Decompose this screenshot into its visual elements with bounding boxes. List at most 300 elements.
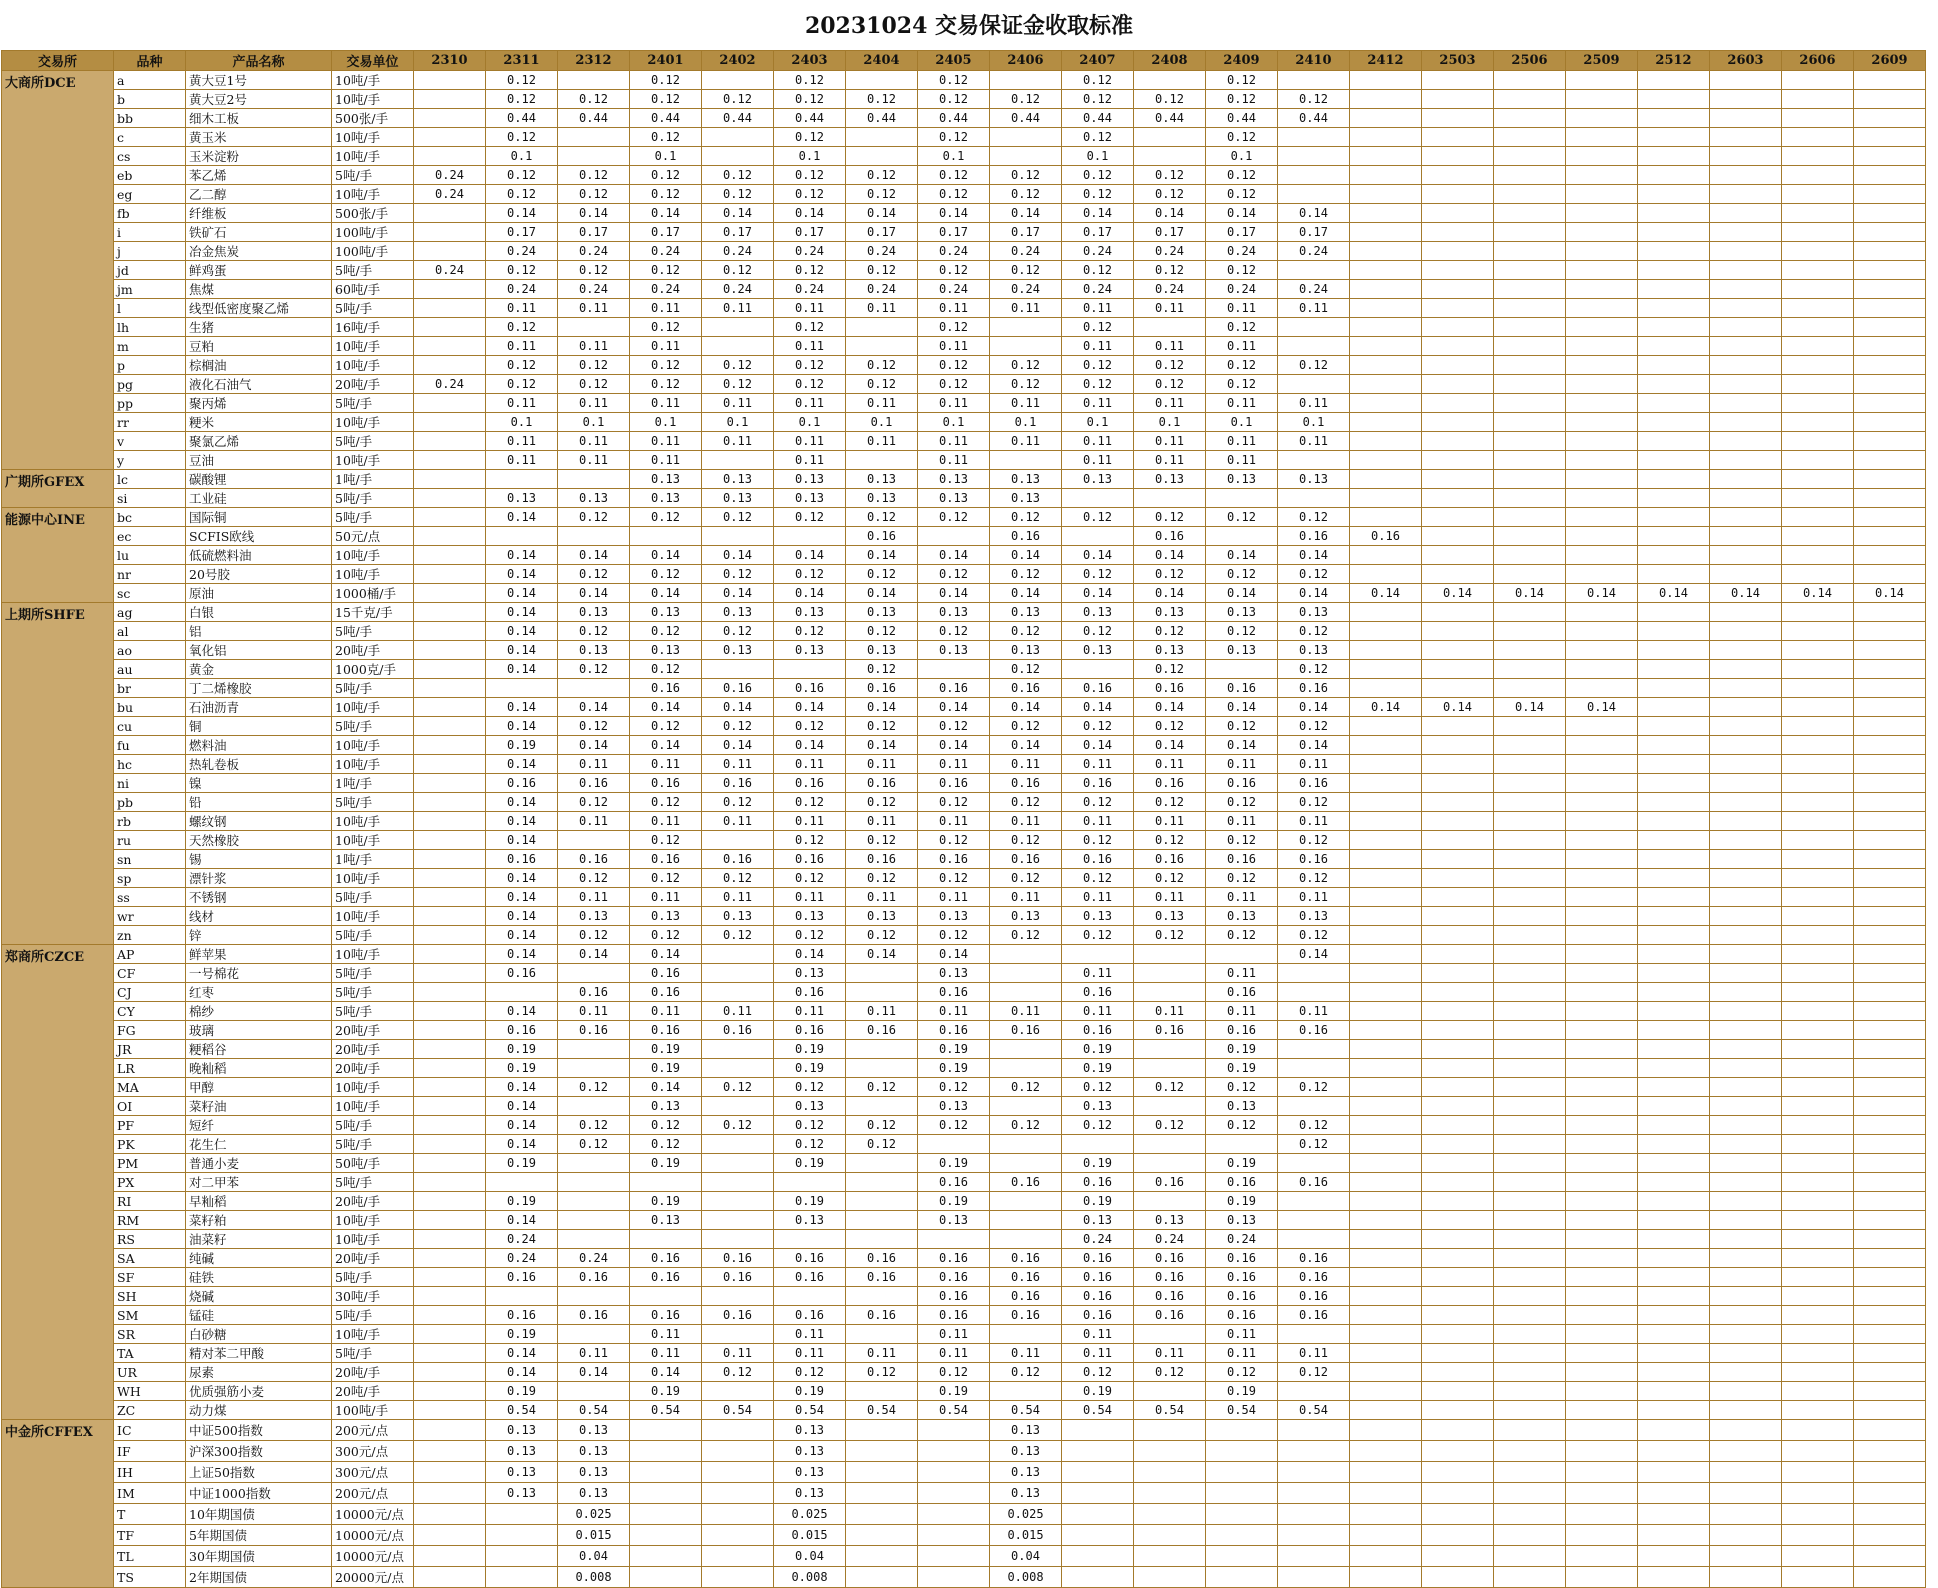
product-name: 油菜籽 bbox=[186, 1230, 332, 1249]
margin-cell bbox=[1278, 1420, 1350, 1441]
margin-cell bbox=[702, 1420, 774, 1441]
margin-cell bbox=[1710, 1363, 1782, 1382]
margin-cell: 0.11 bbox=[1206, 812, 1278, 831]
margin-cell: 0.16 bbox=[1206, 1287, 1278, 1306]
margin-cell: 0.14 bbox=[1134, 546, 1206, 565]
product-name: 黄大豆1号 bbox=[186, 71, 332, 90]
margin-cell bbox=[1350, 1287, 1422, 1306]
margin-cell bbox=[1350, 90, 1422, 109]
margin-cell bbox=[1638, 869, 1710, 888]
margin-cell: 0.1 bbox=[630, 413, 702, 432]
margin-cell bbox=[1566, 1441, 1638, 1462]
margin-cell bbox=[1134, 1504, 1206, 1525]
margin-cell bbox=[414, 1504, 486, 1525]
margin-cell: 0.54 bbox=[1134, 1401, 1206, 1420]
margin-cell: 0.16 bbox=[1278, 850, 1350, 869]
margin-cell bbox=[1782, 565, 1854, 584]
margin-cell bbox=[1350, 603, 1422, 622]
trading-unit: 10吨/手 bbox=[332, 1097, 414, 1116]
margin-cell bbox=[1854, 945, 1926, 964]
product-code: TS bbox=[114, 1567, 186, 1588]
margin-cell bbox=[1854, 128, 1926, 147]
product-code: sn bbox=[114, 850, 186, 869]
margin-cell: 0.12 bbox=[1062, 1078, 1134, 1097]
margin-cell bbox=[1854, 1344, 1926, 1363]
margin-cell: 0.11 bbox=[1062, 299, 1134, 318]
margin-cell bbox=[1710, 660, 1782, 679]
trading-unit: 5吨/手 bbox=[332, 166, 414, 185]
product-name: 精对苯二甲酸 bbox=[186, 1344, 332, 1363]
product-code: i bbox=[114, 223, 186, 242]
margin-cell bbox=[1350, 1040, 1422, 1059]
margin-cell: 0.12 bbox=[1062, 261, 1134, 280]
product-name: 5年期国债 bbox=[186, 1525, 332, 1546]
margin-cell bbox=[1494, 1249, 1566, 1268]
margin-cell bbox=[1566, 1173, 1638, 1192]
product-name: 铅 bbox=[186, 793, 332, 812]
margin-cell bbox=[702, 1059, 774, 1078]
margin-cell bbox=[414, 1040, 486, 1059]
margin-cell: 0.14 bbox=[990, 698, 1062, 717]
trading-unit: 10吨/手 bbox=[332, 945, 414, 964]
margin-cell bbox=[1566, 1344, 1638, 1363]
margin-cell: 0.14 bbox=[918, 945, 990, 964]
margin-cell: 0.16 bbox=[918, 679, 990, 698]
margin-cell bbox=[1350, 489, 1422, 508]
margin-cell: 0.13 bbox=[918, 1097, 990, 1116]
product-name: 纯碱 bbox=[186, 1249, 332, 1268]
margin-cell bbox=[1782, 812, 1854, 831]
margin-cell bbox=[1638, 907, 1710, 926]
margin-cell: 0.16 bbox=[486, 774, 558, 793]
margin-cell bbox=[1422, 204, 1494, 223]
table-row bbox=[2, 888, 1926, 907]
margin-cell: 0.12 bbox=[1062, 831, 1134, 850]
margin-cell: 0.1 bbox=[702, 413, 774, 432]
margin-cell bbox=[558, 1287, 630, 1306]
margin-cell: 0.1 bbox=[1134, 413, 1206, 432]
margin-cell bbox=[1494, 1154, 1566, 1173]
margin-cell bbox=[1710, 527, 1782, 546]
margin-cell bbox=[1854, 546, 1926, 565]
product-code: eb bbox=[114, 166, 186, 185]
table-row bbox=[2, 584, 1926, 603]
margin-cell: 0.14 bbox=[486, 1344, 558, 1363]
margin-cell: 0.11 bbox=[990, 812, 1062, 831]
margin-cell bbox=[1494, 1173, 1566, 1192]
margin-cell: 0.11 bbox=[990, 432, 1062, 451]
product-code: p bbox=[114, 356, 186, 375]
product-code: a bbox=[114, 71, 186, 90]
margin-cell bbox=[1710, 755, 1782, 774]
margin-cell: 0.12 bbox=[1134, 356, 1206, 375]
product-name: 黄玉米 bbox=[186, 128, 332, 147]
margin-cell bbox=[1710, 603, 1782, 622]
margin-cell: 0.17 bbox=[1278, 223, 1350, 242]
margin-cell: 0.008 bbox=[774, 1567, 846, 1588]
margin-cell bbox=[918, 1546, 990, 1567]
margin-cell: 0.14 bbox=[630, 698, 702, 717]
margin-cell: 0.16 bbox=[918, 1306, 990, 1325]
margin-cell bbox=[1782, 1441, 1854, 1462]
trading-unit: 1000克/手 bbox=[332, 660, 414, 679]
margin-cell: 0.12 bbox=[1134, 869, 1206, 888]
margin-cell: 0.16 bbox=[702, 679, 774, 698]
margin-cell bbox=[1782, 1420, 1854, 1441]
margin-cell: 0.14 bbox=[486, 869, 558, 888]
margin-cell: 0.12 bbox=[846, 166, 918, 185]
table-row bbox=[2, 793, 1926, 812]
product-code: WH bbox=[114, 1382, 186, 1401]
margin-cell: 0.16 bbox=[990, 850, 1062, 869]
margin-cell: 0.12 bbox=[774, 717, 846, 736]
margin-cell: 0.11 bbox=[1134, 394, 1206, 413]
margin-cell bbox=[702, 147, 774, 166]
margin-cell bbox=[1494, 261, 1566, 280]
margin-cell: 0.16 bbox=[1062, 774, 1134, 793]
margin-cell bbox=[1710, 983, 1782, 1002]
margin-cell bbox=[1854, 223, 1926, 242]
table-row bbox=[2, 470, 1926, 489]
margin-cell: 0.19 bbox=[1206, 1382, 1278, 1401]
margin-cell: 0.11 bbox=[774, 888, 846, 907]
margin-cell bbox=[1422, 1363, 1494, 1382]
margin-cell: 0.14 bbox=[990, 736, 1062, 755]
margin-cell: 0.12 bbox=[1206, 793, 1278, 812]
margin-cell: 0.14 bbox=[1278, 584, 1350, 603]
margin-cell bbox=[702, 1040, 774, 1059]
margin-cell: 0.14 bbox=[486, 584, 558, 603]
margin-cell bbox=[630, 1441, 702, 1462]
margin-cell bbox=[1854, 261, 1926, 280]
table-row bbox=[2, 1154, 1926, 1173]
margin-cell: 0.1 bbox=[1278, 413, 1350, 432]
margin-cell bbox=[1422, 299, 1494, 318]
margin-cell: 0.19 bbox=[774, 1192, 846, 1211]
margin-cell bbox=[1494, 1546, 1566, 1567]
margin-cell bbox=[1710, 1567, 1782, 1588]
margin-cell: 0.11 bbox=[630, 888, 702, 907]
margin-cell bbox=[1422, 1154, 1494, 1173]
margin-cell bbox=[1782, 698, 1854, 717]
margin-cell: 0.14 bbox=[1350, 584, 1422, 603]
product-code: PK bbox=[114, 1135, 186, 1154]
product-code: LR bbox=[114, 1059, 186, 1078]
column-header: 2603 bbox=[1710, 51, 1782, 71]
trading-unit: 20吨/手 bbox=[332, 1363, 414, 1382]
margin-cell bbox=[558, 147, 630, 166]
margin-cell bbox=[1350, 945, 1422, 964]
margin-cell bbox=[1134, 1567, 1206, 1588]
margin-cell: 0.16 bbox=[1206, 983, 1278, 1002]
margin-cell bbox=[1854, 660, 1926, 679]
margin-cell bbox=[1638, 223, 1710, 242]
margin-cell bbox=[1566, 850, 1638, 869]
margin-cell bbox=[1782, 508, 1854, 527]
margin-cell bbox=[1854, 926, 1926, 945]
margin-cell bbox=[918, 1483, 990, 1504]
product-name: 氧化铝 bbox=[186, 641, 332, 660]
product-name: 短纤 bbox=[186, 1116, 332, 1135]
trading-unit: 1吨/手 bbox=[332, 774, 414, 793]
margin-cell bbox=[1422, 375, 1494, 394]
margin-cell bbox=[1638, 185, 1710, 204]
margin-cell bbox=[1854, 71, 1926, 90]
margin-cell: 0.14 bbox=[1278, 945, 1350, 964]
margin-cell: 0.11 bbox=[702, 299, 774, 318]
margin-cell bbox=[1278, 1546, 1350, 1567]
margin-cell: 0.19 bbox=[1206, 1059, 1278, 1078]
margin-cell bbox=[1638, 1230, 1710, 1249]
table-row bbox=[2, 71, 1926, 90]
margin-cell bbox=[1782, 413, 1854, 432]
margin-cell: 0.11 bbox=[1206, 451, 1278, 470]
trading-unit: 300元/点 bbox=[332, 1462, 414, 1483]
margin-cell: 0.12 bbox=[1206, 1363, 1278, 1382]
margin-cell: 0.14 bbox=[486, 603, 558, 622]
product-name: 硅铁 bbox=[186, 1268, 332, 1287]
margin-cell bbox=[1782, 660, 1854, 679]
margin-cell bbox=[1638, 964, 1710, 983]
column-header: 2403 bbox=[774, 51, 846, 71]
margin-cell bbox=[414, 736, 486, 755]
margin-cell: 0.12 bbox=[630, 660, 702, 679]
margin-cell bbox=[1350, 812, 1422, 831]
table-row bbox=[2, 717, 1926, 736]
margin-cell bbox=[1350, 318, 1422, 337]
margin-cell: 0.12 bbox=[1206, 831, 1278, 850]
margin-cell bbox=[1854, 1135, 1926, 1154]
margin-cell bbox=[1350, 622, 1422, 641]
margin-cell bbox=[846, 1097, 918, 1116]
product-code: IM bbox=[114, 1483, 186, 1504]
margin-cell: 0.24 bbox=[630, 242, 702, 261]
margin-cell bbox=[1062, 489, 1134, 508]
product-name: 30年期国债 bbox=[186, 1546, 332, 1567]
margin-cell bbox=[1854, 147, 1926, 166]
margin-cell bbox=[414, 299, 486, 318]
margin-cell: 0.13 bbox=[630, 907, 702, 926]
margin-cell: 0.13 bbox=[558, 1420, 630, 1441]
margin-cell: 0.12 bbox=[630, 166, 702, 185]
margin-cell bbox=[414, 109, 486, 128]
margin-cell bbox=[1854, 679, 1926, 698]
margin-cell: 0.13 bbox=[1206, 907, 1278, 926]
margin-cell bbox=[1278, 1192, 1350, 1211]
product-name: 优质强筋小麦 bbox=[186, 1382, 332, 1401]
margin-cell: 0.16 bbox=[846, 1306, 918, 1325]
margin-cell: 0.11 bbox=[1206, 394, 1278, 413]
margin-cell bbox=[1638, 755, 1710, 774]
margin-cell bbox=[1422, 1078, 1494, 1097]
margin-cell: 0.12 bbox=[1278, 926, 1350, 945]
margin-cell bbox=[1278, 1567, 1350, 1588]
margin-cell bbox=[414, 432, 486, 451]
margin-cell bbox=[1134, 489, 1206, 508]
margin-cell: 0.12 bbox=[846, 717, 918, 736]
margin-cell bbox=[1782, 356, 1854, 375]
product-code: ss bbox=[114, 888, 186, 907]
margin-cell bbox=[1710, 1097, 1782, 1116]
margin-cell bbox=[1350, 1002, 1422, 1021]
margin-cell: 0.14 bbox=[1062, 546, 1134, 565]
table-row bbox=[2, 1002, 1926, 1021]
margin-cell bbox=[1350, 413, 1422, 432]
margin-cell bbox=[1710, 1268, 1782, 1287]
margin-cell: 0.16 bbox=[1134, 1306, 1206, 1325]
margin-cell: 0.12 bbox=[1278, 1078, 1350, 1097]
page-title: 20231024 交易保证金收取标准 bbox=[804, 13, 1134, 39]
margin-cell: 0.12 bbox=[1134, 926, 1206, 945]
margin-cell: 0.13 bbox=[1206, 1211, 1278, 1230]
margin-cell: 0.11 bbox=[990, 888, 1062, 907]
margin-cell: 0.24 bbox=[1062, 242, 1134, 261]
margin-cell: 0.14 bbox=[630, 204, 702, 223]
margin-cell bbox=[414, 945, 486, 964]
margin-cell: 0.12 bbox=[558, 1116, 630, 1135]
margin-cell: 0.54 bbox=[1062, 1401, 1134, 1420]
margin-cell: 0.11 bbox=[558, 888, 630, 907]
margin-cell: 0.16 bbox=[1206, 1306, 1278, 1325]
margin-cell: 0.12 bbox=[1206, 71, 1278, 90]
margin-cell bbox=[1638, 527, 1710, 546]
margin-cell bbox=[1494, 394, 1566, 413]
margin-cell bbox=[1494, 242, 1566, 261]
margin-cell bbox=[1350, 1154, 1422, 1173]
margin-cell: 0.12 bbox=[846, 375, 918, 394]
product-name: 不锈钢 bbox=[186, 888, 332, 907]
margin-cell bbox=[1710, 1230, 1782, 1249]
margin-cell bbox=[414, 565, 486, 584]
margin-cell bbox=[1782, 71, 1854, 90]
margin-cell: 0.16 bbox=[846, 527, 918, 546]
margin-cell bbox=[846, 983, 918, 1002]
margin-cell bbox=[414, 1135, 486, 1154]
margin-cell: 0.12 bbox=[918, 793, 990, 812]
margin-cell: 0.12 bbox=[918, 622, 990, 641]
margin-cell: 0.13 bbox=[486, 1441, 558, 1462]
trading-unit: 10吨/手 bbox=[332, 71, 414, 90]
margin-cell bbox=[1566, 318, 1638, 337]
margin-cell bbox=[1422, 470, 1494, 489]
margin-cell: 0.14 bbox=[486, 1135, 558, 1154]
column-header: 2410 bbox=[1278, 51, 1350, 71]
product-name: 线材 bbox=[186, 907, 332, 926]
trading-unit: 10吨/手 bbox=[332, 755, 414, 774]
margin-cell: 0.11 bbox=[774, 1325, 846, 1344]
margin-cell: 0.11 bbox=[774, 812, 846, 831]
product-name: 冶金焦炭 bbox=[186, 242, 332, 261]
margin-cell: 0.44 bbox=[774, 109, 846, 128]
margin-cell bbox=[1422, 1040, 1494, 1059]
margin-cell: 0.13 bbox=[1206, 641, 1278, 660]
margin-cell bbox=[414, 1462, 486, 1483]
margin-cell bbox=[774, 1173, 846, 1192]
margin-cell: 0.13 bbox=[558, 1462, 630, 1483]
table-row bbox=[2, 983, 1926, 1002]
margin-cell bbox=[1566, 109, 1638, 128]
margin-cell: 0.11 bbox=[1134, 1344, 1206, 1363]
table-row bbox=[2, 831, 1926, 850]
margin-cell: 0.015 bbox=[558, 1525, 630, 1546]
margin-cell: 0.11 bbox=[846, 432, 918, 451]
margin-cell bbox=[1422, 394, 1494, 413]
margin-cell bbox=[1494, 1116, 1566, 1135]
margin-cell: 0.11 bbox=[990, 299, 1062, 318]
margin-cell bbox=[1854, 1097, 1926, 1116]
margin-cell: 0.13 bbox=[774, 470, 846, 489]
exchange-name: 大商所DCE bbox=[2, 71, 114, 470]
margin-cell bbox=[1422, 1249, 1494, 1268]
trading-unit: 5吨/手 bbox=[332, 888, 414, 907]
margin-cell: 0.1 bbox=[486, 413, 558, 432]
margin-cell: 0.54 bbox=[630, 1401, 702, 1420]
margin-cell: 0.19 bbox=[774, 1059, 846, 1078]
margin-cell bbox=[1854, 508, 1926, 527]
margin-cell bbox=[1422, 1059, 1494, 1078]
margin-cell bbox=[1710, 1287, 1782, 1306]
trading-unit: 10吨/手 bbox=[332, 147, 414, 166]
margin-cell: 0.11 bbox=[1062, 755, 1134, 774]
column-header: 2606 bbox=[1782, 51, 1854, 71]
margin-cell: 0.16 bbox=[630, 850, 702, 869]
margin-cell: 0.13 bbox=[918, 470, 990, 489]
margin-cell bbox=[1422, 1441, 1494, 1462]
margin-cell bbox=[1422, 1287, 1494, 1306]
exchange-name: 郑商所CZCE bbox=[2, 945, 114, 1420]
margin-cell: 0.14 bbox=[558, 584, 630, 603]
margin-cell: 0.12 bbox=[990, 622, 1062, 641]
margin-cell bbox=[1638, 1483, 1710, 1504]
margin-cell bbox=[1710, 1040, 1782, 1059]
margin-cell bbox=[1710, 375, 1782, 394]
margin-cell bbox=[414, 1344, 486, 1363]
margin-cell: 0.12 bbox=[846, 261, 918, 280]
table-row bbox=[2, 622, 1926, 641]
margin-cell bbox=[1638, 413, 1710, 432]
margin-cell: 0.13 bbox=[630, 603, 702, 622]
product-code: y bbox=[114, 451, 186, 470]
margin-cell bbox=[1566, 1546, 1638, 1567]
margin-cell: 0.12 bbox=[1206, 356, 1278, 375]
product-name: 上证50指数 bbox=[186, 1462, 332, 1483]
margin-cell bbox=[1422, 1173, 1494, 1192]
margin-cell: 0.11 bbox=[630, 755, 702, 774]
margin-cell: 0.1 bbox=[774, 147, 846, 166]
margin-cell: 0.14 bbox=[486, 641, 558, 660]
margin-cell bbox=[1782, 166, 1854, 185]
product-code: SA bbox=[114, 1249, 186, 1268]
product-name: 黄大豆2号 bbox=[186, 90, 332, 109]
margin-cell: 0.13 bbox=[990, 603, 1062, 622]
margin-cell: 0.12 bbox=[558, 869, 630, 888]
margin-cell bbox=[1494, 1420, 1566, 1441]
trading-unit: 5吨/手 bbox=[332, 261, 414, 280]
margin-cell: 0.24 bbox=[558, 280, 630, 299]
margin-cell bbox=[1854, 109, 1926, 128]
margin-cell bbox=[1422, 109, 1494, 128]
margin-cell bbox=[1134, 1441, 1206, 1462]
margin-cell: 0.12 bbox=[1134, 1078, 1206, 1097]
table-row bbox=[2, 1287, 1926, 1306]
table-row bbox=[2, 223, 1926, 242]
margin-cell bbox=[1710, 71, 1782, 90]
margin-cell bbox=[1422, 1483, 1494, 1504]
margin-cell: 0.14 bbox=[630, 945, 702, 964]
margin-cell: 0.19 bbox=[774, 1382, 846, 1401]
margin-cell bbox=[846, 337, 918, 356]
margin-cell bbox=[1422, 1211, 1494, 1230]
